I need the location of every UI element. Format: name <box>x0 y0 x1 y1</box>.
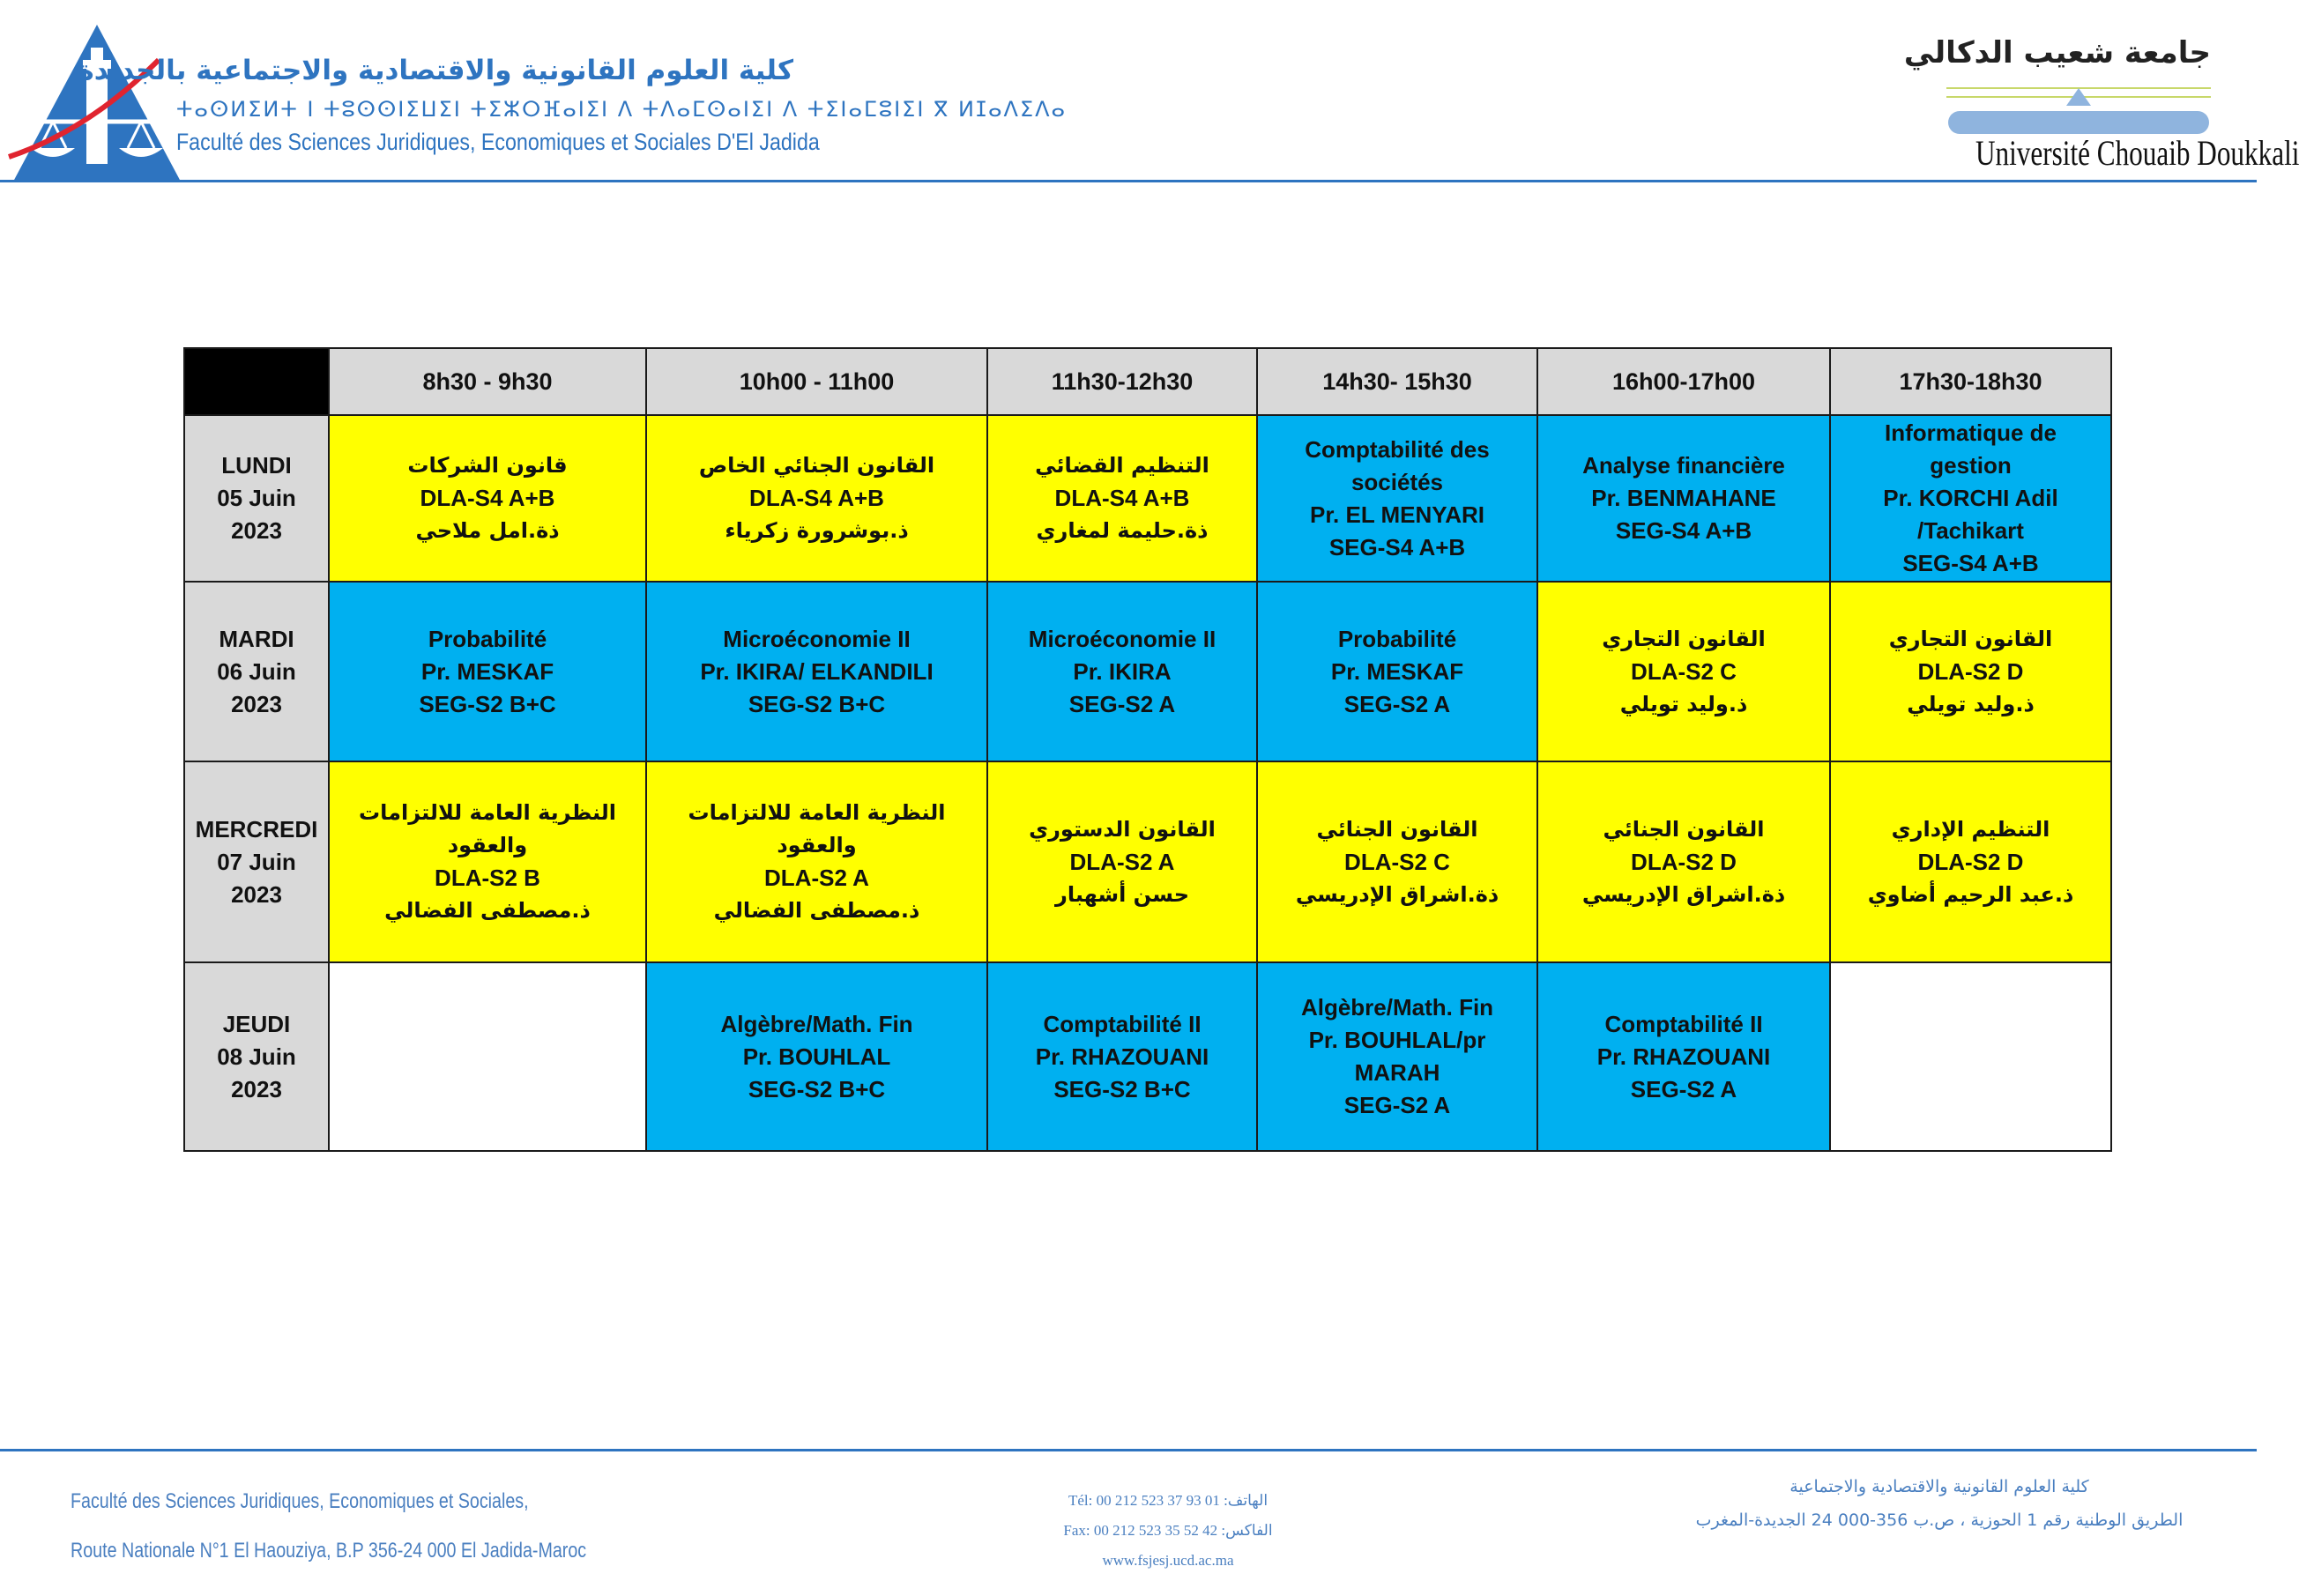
exam-slot-cell <box>1830 761 2111 962</box>
exam-slot-line: MARAH <box>1354 1059 1440 1086</box>
exam-slot-cell <box>1257 962 1537 1151</box>
faculty-logo <box>9 25 185 188</box>
exam-slot-line: Informatique de <box>1884 419 2057 446</box>
exam-slot-line: Probabilité <box>1337 625 1457 652</box>
exam-slot-line: Analyse financière <box>1582 452 1785 479</box>
empty-slot-cell <box>329 962 646 1151</box>
exam-slot-line: SEG-S2 B+C <box>748 690 886 717</box>
exam-slot-line: ذة.اشراق الإدريسي <box>1295 881 1499 907</box>
footer-faculty-arabic: كلية العلوم القانونية والاقتصادية والاجتماعية <box>1789 1477 2089 1496</box>
day-label-line: 08 Juin <box>217 1043 296 1070</box>
day-row <box>184 962 2111 1151</box>
exam-slot-cell <box>329 761 646 962</box>
exam-slot-line: Pr. MESKAF <box>420 657 554 685</box>
exam-slot-cell <box>987 415 1257 582</box>
footer-divider <box>0 1449 2257 1451</box>
exam-slot-line: ذة.حليمة لمغاري <box>1036 518 1209 543</box>
exam-slot-line: ذ.عبد الرحيم أضاوي <box>1867 881 2074 907</box>
day-row <box>184 582 2111 761</box>
exam-slot-cell <box>987 761 1257 962</box>
exam-slot-cell <box>987 582 1257 761</box>
day-label-line: 2023 <box>231 880 282 908</box>
exam-slot-line: القانون الجنائي <box>1316 816 1478 842</box>
exam-slot-line: Pr. BOUHLAL/pr <box>1308 1027 1486 1053</box>
exam-slot-line: التنظيم القضائي <box>1035 453 1209 478</box>
day-label-line: MARDI <box>219 625 294 652</box>
exam-slot-cell <box>646 761 987 962</box>
corner-cell <box>184 348 329 415</box>
exam-slot-line: SEG-S4 A+B <box>1615 517 1752 544</box>
exam-slot-line: DLA-S4 A+B <box>1054 485 1190 511</box>
time-slot-header: 10h00 - 11h00 <box>646 348 987 415</box>
exam-slot-line: SEG-S2 B+C <box>1053 1075 1191 1102</box>
exam-slot-line: ذ.مصطفى الفضالي <box>384 898 591 923</box>
footer-address-arabic <box>1657 1470 2221 1537</box>
footer-faculty-french: Faculté des Sciences Juridiques, Economiques et Sociales, <box>71 1489 529 1513</box>
day-label-line: 07 Juin <box>217 848 296 875</box>
exam-slot-line: DLA-S4 A+B <box>420 485 555 511</box>
time-slot-header: 11h30-12h30 <box>987 348 1257 415</box>
footer-address-arabic-line: الطريق الوطنية رقم 1 الحوزية ، ص.ب 356-000 24 الجديدة-المغرب <box>1695 1511 2184 1530</box>
exam-slot-cell <box>1830 582 2111 761</box>
exam-slot-cell <box>987 962 1257 1151</box>
day-label-line: MERCREDI <box>195 815 318 843</box>
exam-slot-line: القانون الجنائي الخاص <box>698 453 935 478</box>
time-slot-header: 17h30-18h30 <box>1830 348 2111 415</box>
exam-slot-line: Algèbre/Math. Fin <box>1300 994 1494 1021</box>
exam-slot-line: Microéconomie II <box>1028 625 1216 652</box>
exam-slot-line: gestion <box>1930 452 2012 479</box>
exam-slot-cell <box>1537 582 1830 761</box>
exam-slot-line: SEG-S2 B+C <box>419 690 556 717</box>
exam-slot-cell <box>1537 761 1830 962</box>
exam-slot-line: ذ.وليد تويلي <box>1619 691 1748 716</box>
exam-slot-line: DLA-S2 B <box>435 865 540 891</box>
exam-slot-line: قانون الشركات <box>407 453 568 478</box>
exam-slot-line: Comptabilité II <box>1604 1010 1763 1037</box>
exam-slot-line: /Tachikart <box>1917 517 2024 544</box>
exam-slot-line: القانون التجاري <box>1602 626 1766 651</box>
exam-slot-line: DLA-S2 D <box>1917 657 2024 685</box>
footer-contact <box>1014 1486 1322 1576</box>
exam-slot-line: Pr. IKIRA <box>1073 657 1172 685</box>
day-label-cell <box>184 415 329 582</box>
time-slot-header: 14h30- 15h30 <box>1257 348 1537 415</box>
exam-slot-line: القانون الدستوري <box>1029 816 1216 842</box>
exam-timetable <box>183 347 2112 1152</box>
exam-slot-line: Microéconomie II <box>723 625 911 652</box>
exam-slot-line: النظرية العامة للالتزامات والعقود <box>688 800 946 857</box>
exam-slot-line: Pr. KORCHI Adil <box>1883 485 2058 511</box>
day-label-cell <box>184 962 329 1151</box>
day-label-line: 05 Juin <box>217 485 296 511</box>
day-label-line: JEUDI <box>222 1010 291 1037</box>
university-name-arabic: جامعة شعيب الدكالي <box>1903 35 2211 71</box>
day-label-line: 06 Juin <box>217 657 296 685</box>
exam-slot-cell <box>1257 761 1537 962</box>
day-label-cell <box>184 761 329 962</box>
exam-slot-line: DLA-S2 A <box>1069 848 1175 875</box>
day-row <box>184 415 2111 582</box>
empty-slot-cell <box>1830 962 2111 1151</box>
exam-slot-line: القانون الجنائي <box>1603 816 1765 842</box>
exam-slot-line: SEG-S2 A <box>1630 1075 1737 1102</box>
footer-address-french <box>71 1489 587 1563</box>
day-label-cell <box>184 582 329 761</box>
time-slot-header: 8h30 - 9h30 <box>329 348 646 415</box>
exam-slot-line: SEG-S2 A <box>1343 1092 1451 1118</box>
exam-slot-line: ذة.امل ملاحي <box>415 518 560 543</box>
exam-slot-cell <box>1830 415 2111 582</box>
exam-slot-cell <box>1257 415 1537 582</box>
exam-slot-line: Probabilité <box>428 625 547 652</box>
exam-slot-cell <box>1537 962 1830 1151</box>
faculty-name-french: Faculté des Sciences Juridiques, Economiques et Sociales D'El Jadida <box>176 129 820 155</box>
day-label-line: 2023 <box>231 1075 282 1102</box>
footer-fax: Fax: 00 212 523 35 52 42 :الفاكس <box>1063 1522 1273 1539</box>
exam-slot-line: DLA-S2 C <box>1344 848 1450 875</box>
exam-slot-line: DLA-S2 D <box>1631 848 1737 875</box>
day-label-line: 2023 <box>231 690 282 717</box>
faculty-name-tifinagh: ⵜⴰⵙⵍⵉⵍⵜ ⵏ ⵜⵓⵙⵙⵏⵉⵡⵉⵏ ⵜⵉⵣⵔⴼⴰⵏⵉⵏ ⴷ ⵜⴷⴰⵎⵙⴰⵏⵉⵏ ⴷ ⵜⵉⵏⴰⵎⵓⵏⵉⵏ ⴳ ⵍⵊⴰⴷⵉⴷⴰ <box>176 97 1068 122</box>
day-label-line: LUNDI <box>221 452 292 479</box>
faculty-name-block <box>78 55 1068 156</box>
exam-slot-line: Pr. RHAZOUANI <box>1035 1043 1209 1070</box>
university-name-block <box>1903 35 2299 174</box>
faculty-name-arabic: كلية العلوم القانونية والاقتصادية والاجتماعية بالجديدة <box>78 55 793 86</box>
exam-slot-line: ذة.اشراق الإدريسي <box>1581 881 1786 907</box>
exam-slot-line: حسن أشهبار <box>1055 881 1189 907</box>
exam-slot-line: النظرية العامة للالتزامات والعقود <box>358 800 617 857</box>
footer-tel: Tél: 00 212 523 37 93 01 :الهاتف <box>1068 1492 1269 1509</box>
exam-slot-line: DLA-S2 A <box>764 865 869 891</box>
exam-slot-cell <box>1257 582 1537 761</box>
exam-slot-line: DLA-S4 A+B <box>749 485 884 511</box>
exam-slot-line: ذ.وليد تويلي <box>1907 691 2035 716</box>
exam-slot-line: Pr. BOUHLAL <box>742 1043 891 1070</box>
exam-slot-line: Pr. BENMAHANE <box>1591 485 1776 511</box>
exam-slot-cell <box>646 962 987 1151</box>
exam-slot-line: Comptabilité des <box>1305 435 1490 463</box>
exam-slot-line: DLA-S2 C <box>1631 657 1737 685</box>
exam-slot-line: DLA-S2 D <box>1917 848 2024 875</box>
exam-slot-line: Algèbre/Math. Fin <box>720 1010 913 1037</box>
exam-slot-cell <box>646 582 987 761</box>
exam-slot-line: Pr. IKIRA/ ELKANDILI <box>700 657 934 685</box>
time-slot-header: 16h00-17h00 <box>1537 348 1830 415</box>
exam-slot-line: Pr. MESKAF <box>1330 657 1464 685</box>
footer-address-line: Route Nationale N°1 El Haouziya, B.P 356-24 000 El Jadida-Maroc <box>71 1539 587 1563</box>
university-name-french: Université Chouaib Doukkali <box>1975 133 2299 173</box>
timetable-header-row <box>184 348 2111 415</box>
exam-slot-cell <box>1537 415 1830 582</box>
exam-slot-cell <box>646 415 987 582</box>
exam-slot-line: القانون التجاري <box>1888 626 2053 651</box>
exam-slot-line: Pr. RHAZOUANI <box>1596 1043 1771 1070</box>
exam-slot-line: ذ.مصطفى الفضالي <box>713 898 920 923</box>
exam-slot-line: التنظيم الإداري <box>1891 816 2050 842</box>
exam-slot-line: Pr. EL MENYARI <box>1310 501 1484 528</box>
header-divider <box>0 180 2257 182</box>
exam-slot-line: Comptabilité II <box>1043 1010 1202 1037</box>
exam-slot-line: SEG-S2 B+C <box>748 1075 886 1102</box>
exam-slot-line: SEG-S4 A+B <box>1902 550 2039 576</box>
exam-slot-line: SEG-S2 A <box>1068 690 1176 717</box>
exam-slot-line: sociétés <box>1350 468 1444 495</box>
exam-slot-line: SEG-S4 A+B <box>1328 533 1466 560</box>
exam-slot-line: ذ.بوشرورة زكرياء <box>725 518 909 543</box>
footer-website[interactable]: www.fsjesj.ucd.ac.ma <box>1102 1552 1234 1569</box>
exam-slot-cell <box>329 415 646 582</box>
day-label-line: 2023 <box>231 517 282 544</box>
exam-slot-cell <box>329 582 646 761</box>
day-row <box>184 761 2111 962</box>
exam-slot-line: SEG-S2 A <box>1343 690 1451 717</box>
